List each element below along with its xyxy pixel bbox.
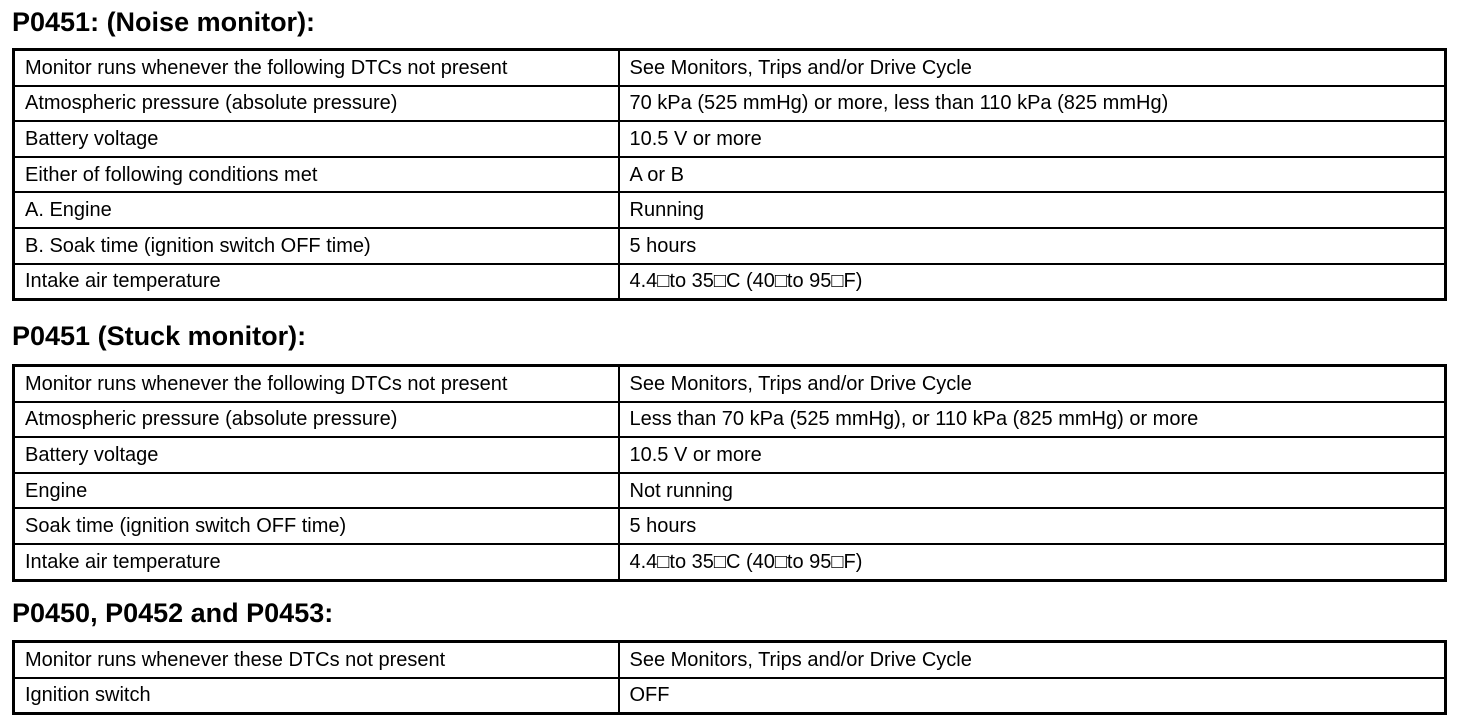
noise-monitor-conditions-table: [12, 48, 1447, 301]
table-row: [14, 473, 1446, 509]
condition-value: See Monitors, Trips and/or Drive Cycle: [619, 50, 1446, 86]
condition-label: Monitor runs whenever the following DTCs not present: [14, 366, 619, 402]
condition-label: Intake air temperature: [14, 544, 619, 580]
section-title-noise-monitor: P0451: (Noise monitor):: [12, 7, 316, 37]
condition-label: Either of following conditions met: [14, 157, 619, 193]
table-row: [14, 50, 1446, 86]
condition-label: Engine: [14, 473, 619, 509]
condition-value: 5 hours: [619, 228, 1446, 264]
condition-label: Atmospheric pressure (absolute pressure): [14, 402, 619, 438]
condition-value: See Monitors, Trips and/or Drive Cycle: [619, 366, 1446, 402]
condition-label: Monitor runs whenever the following DTCs not present: [14, 50, 619, 86]
condition-label: Monitor runs whenever these DTCs not present: [14, 642, 619, 678]
condition-label: Battery voltage: [14, 437, 619, 473]
table-row: [14, 228, 1446, 264]
condition-label: Intake air temperature: [14, 264, 619, 300]
section-title-stuck-monitor: P0451 (Stuck monitor):: [12, 321, 307, 351]
condition-label: Soak time (ignition switch OFF time): [14, 508, 619, 544]
condition-value: 70 kPa (525 mmHg) or more, less than 110 kPa (825 mmHg): [619, 86, 1446, 122]
condition-value: A or B: [619, 157, 1446, 193]
table-row: [14, 86, 1446, 122]
p0450-p0452-p0453-conditions-table: [12, 640, 1447, 715]
condition-value: Less than 70 kPa (525 mmHg), or 110 kPa (825 mmHg) or more: [619, 402, 1446, 438]
stuck-monitor-conditions-table: [12, 364, 1447, 582]
table-row: [14, 402, 1446, 438]
condition-value: Not running: [619, 473, 1446, 509]
condition-label: Ignition switch: [14, 678, 619, 714]
condition-label: A. Engine: [14, 192, 619, 228]
table-row: [14, 437, 1446, 473]
table-row: [14, 157, 1446, 193]
condition-label: Atmospheric pressure (absolute pressure): [14, 86, 619, 122]
table-row: [14, 264, 1446, 300]
table-row: [14, 544, 1446, 580]
table-row: [14, 678, 1446, 714]
condition-value: 4.4□to 35□C (40□to 95□F): [619, 544, 1446, 580]
table-row: [14, 642, 1446, 678]
condition-label: Battery voltage: [14, 121, 619, 157]
table-row: [14, 121, 1446, 157]
table-row: [14, 192, 1446, 228]
condition-label: B. Soak time (ignition switch OFF time): [14, 228, 619, 264]
condition-value: 10.5 V or more: [619, 437, 1446, 473]
section-title-p0450-p0452-p0453: P0450, P0452 and P0453:: [12, 598, 334, 628]
condition-value: 5 hours: [619, 508, 1446, 544]
condition-value: 4.4□to 35□C (40□to 95□F): [619, 264, 1446, 300]
condition-value: OFF: [619, 678, 1446, 714]
condition-value: 10.5 V or more: [619, 121, 1446, 157]
condition-value: Running: [619, 192, 1446, 228]
condition-value: See Monitors, Trips and/or Drive Cycle: [619, 642, 1446, 678]
table-row: [14, 508, 1446, 544]
table-row: [14, 366, 1446, 402]
